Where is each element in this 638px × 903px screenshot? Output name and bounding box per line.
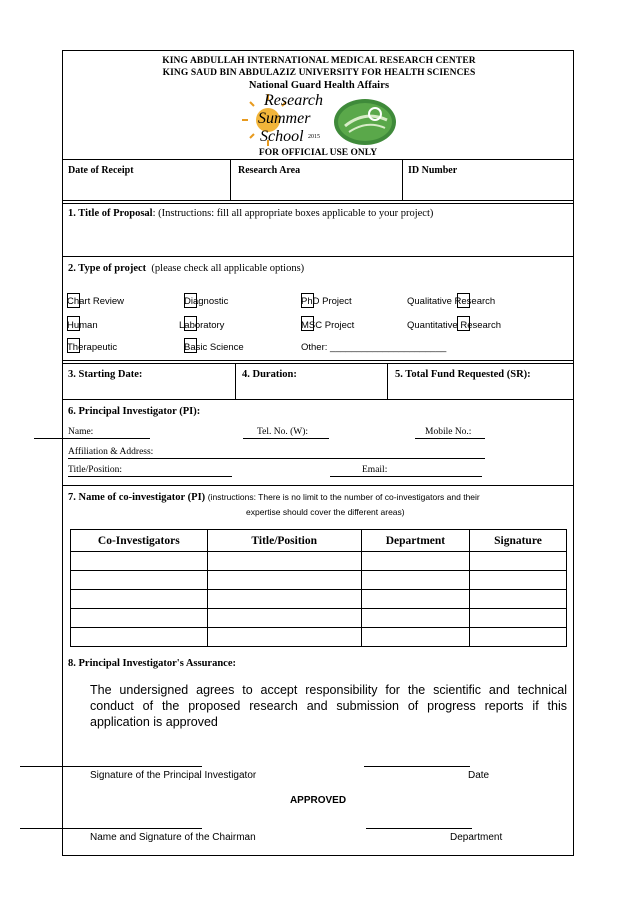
duration-label: 4. Duration: [242,369,297,380]
table-cell[interactable] [469,552,566,571]
divider [62,159,574,160]
logo-year: 2015 [308,134,320,140]
option-quantitative-research: Quantitative Research [407,320,501,331]
chairman-signature-line[interactable] [20,828,202,829]
divider [62,360,574,361]
option-diagnostic: Diagnostic [184,296,229,307]
option-qualitative-research: Qualitative Research [407,296,496,307]
approved-label: APPROVED [289,795,347,806]
divider [230,159,231,201]
logo-research: Research [264,92,323,109]
affiliation-underline [68,458,485,459]
pi-tel-label: Tel. No. (W): [257,427,309,437]
id-number-label: ID Number [408,165,458,176]
pi-mobile-label: Mobile No.: [425,427,472,437]
table-cell[interactable] [361,609,469,628]
table-cell[interactable] [361,628,469,647]
table-cell[interactable] [71,628,208,647]
name-underline [34,438,150,439]
table-row [71,590,567,609]
col-co-investigators: Co-Investigators [71,530,208,552]
section7-title: 7. Name of co-investigator (PI) (instructions: There is no limit to the number of co-investigators and their [68,492,480,503]
leaf-emblem-icon [331,92,399,146]
col-title-position: Title/Position [207,530,361,552]
table-cell[interactable] [207,609,361,628]
divider [62,485,574,486]
department-label: Department [450,832,503,843]
table-cell[interactable] [207,628,361,647]
table-cell[interactable] [361,571,469,590]
table-cell[interactable] [469,590,566,609]
pi-title-position-label: Title/Position: [68,465,123,475]
divider [62,256,574,257]
section7-instructions-2: expertise should cover the different areas) [246,507,405,517]
divider [62,399,574,400]
table-cell[interactable] [469,571,566,590]
divider [387,363,388,400]
logo-summer: Summer [258,110,311,127]
option-basic-science: Basic Science [184,342,244,353]
section6-title: 6. Principal Investigator (PI): [68,406,201,417]
option-msc-project: MSC Project [301,320,355,331]
logo-school: School [260,128,304,145]
divider [62,200,574,201]
assurance-text: The undersigned agrees to accept responsibility for the scientific and technical conduct of the proposed research and submission of progress reports if this application is approved [90,683,567,729]
date-of-receipt-label: Date of Receipt [68,165,134,176]
table-cell[interactable] [71,609,208,628]
title-underline [68,476,232,477]
pi-signature-line[interactable] [20,766,202,767]
tel-underline [243,438,329,439]
date-line[interactable] [364,766,470,767]
email-underline [330,476,482,477]
pi-affiliation-label: Affiliation & Address: [68,447,154,457]
total-fund-label: 5. Total Fund Requested (SR): [395,369,531,380]
department-line[interactable] [366,828,472,829]
option-laboratory: Laboratory [179,320,225,331]
table-row [71,552,567,571]
table-cell[interactable] [207,552,361,571]
header-line-3: National Guard Health Affairs [248,80,390,91]
pi-name-label: Name: [68,427,94,437]
col-signature: Signature [469,530,566,552]
option-human: Human [67,320,98,331]
option-chart-review: Chart Review [67,296,125,307]
divider [235,363,236,400]
summer-school-logo [238,90,328,150]
table-row [71,628,567,647]
proposal-title-input[interactable] [68,224,568,254]
table-cell[interactable] [207,590,361,609]
section2-title: 2. Type of project (please check all applicable options) [68,263,305,274]
table-cell[interactable] [71,552,208,571]
table-cell[interactable] [71,590,208,609]
option-other[interactable]: Other: ______________________ [301,342,447,353]
table-row [71,609,567,628]
starting-date-label: 3. Starting Date: [68,369,143,380]
pi-email-label: Email: [362,465,388,475]
table-cell[interactable] [207,571,361,590]
divider [62,363,574,364]
research-area-label: Research Area [238,165,301,176]
co-investigators-table [70,529,567,647]
header-line-2: KING SAUD BIN ABDULAZIZ UNIVERSITY FOR HEALTH SCIENCES [162,68,476,78]
date-label: Date [468,770,490,781]
table-row [71,571,567,590]
divider [62,203,574,204]
divider [402,159,403,201]
chairman-label: Name and Signature of the Chairman [90,832,256,843]
pi-signature-label: Signature of the Principal Investigator [90,770,257,781]
table-cell[interactable] [361,590,469,609]
section1-title: 1. Title of Proposal: (Instructions: fill all appropriate boxes applicable to your project) [68,208,434,219]
option-therapeutic: Therapeutic [67,342,118,353]
header-line-1: KING ABDULLAH INTERNATIONAL MEDICAL RESEARCH CENTER [162,56,476,66]
col-department: Department [361,530,469,552]
table-cell[interactable] [361,552,469,571]
table-cell[interactable] [469,628,566,647]
option-phd-project: PhD Project [301,296,352,307]
mobile-underline [415,438,485,439]
table-cell[interactable] [71,571,208,590]
section8-title: 8. Principal Investigator's Assurance: [68,658,236,669]
official-use-label: FOR OFFICIAL USE ONLY [258,148,378,158]
table-cell[interactable] [469,609,566,628]
